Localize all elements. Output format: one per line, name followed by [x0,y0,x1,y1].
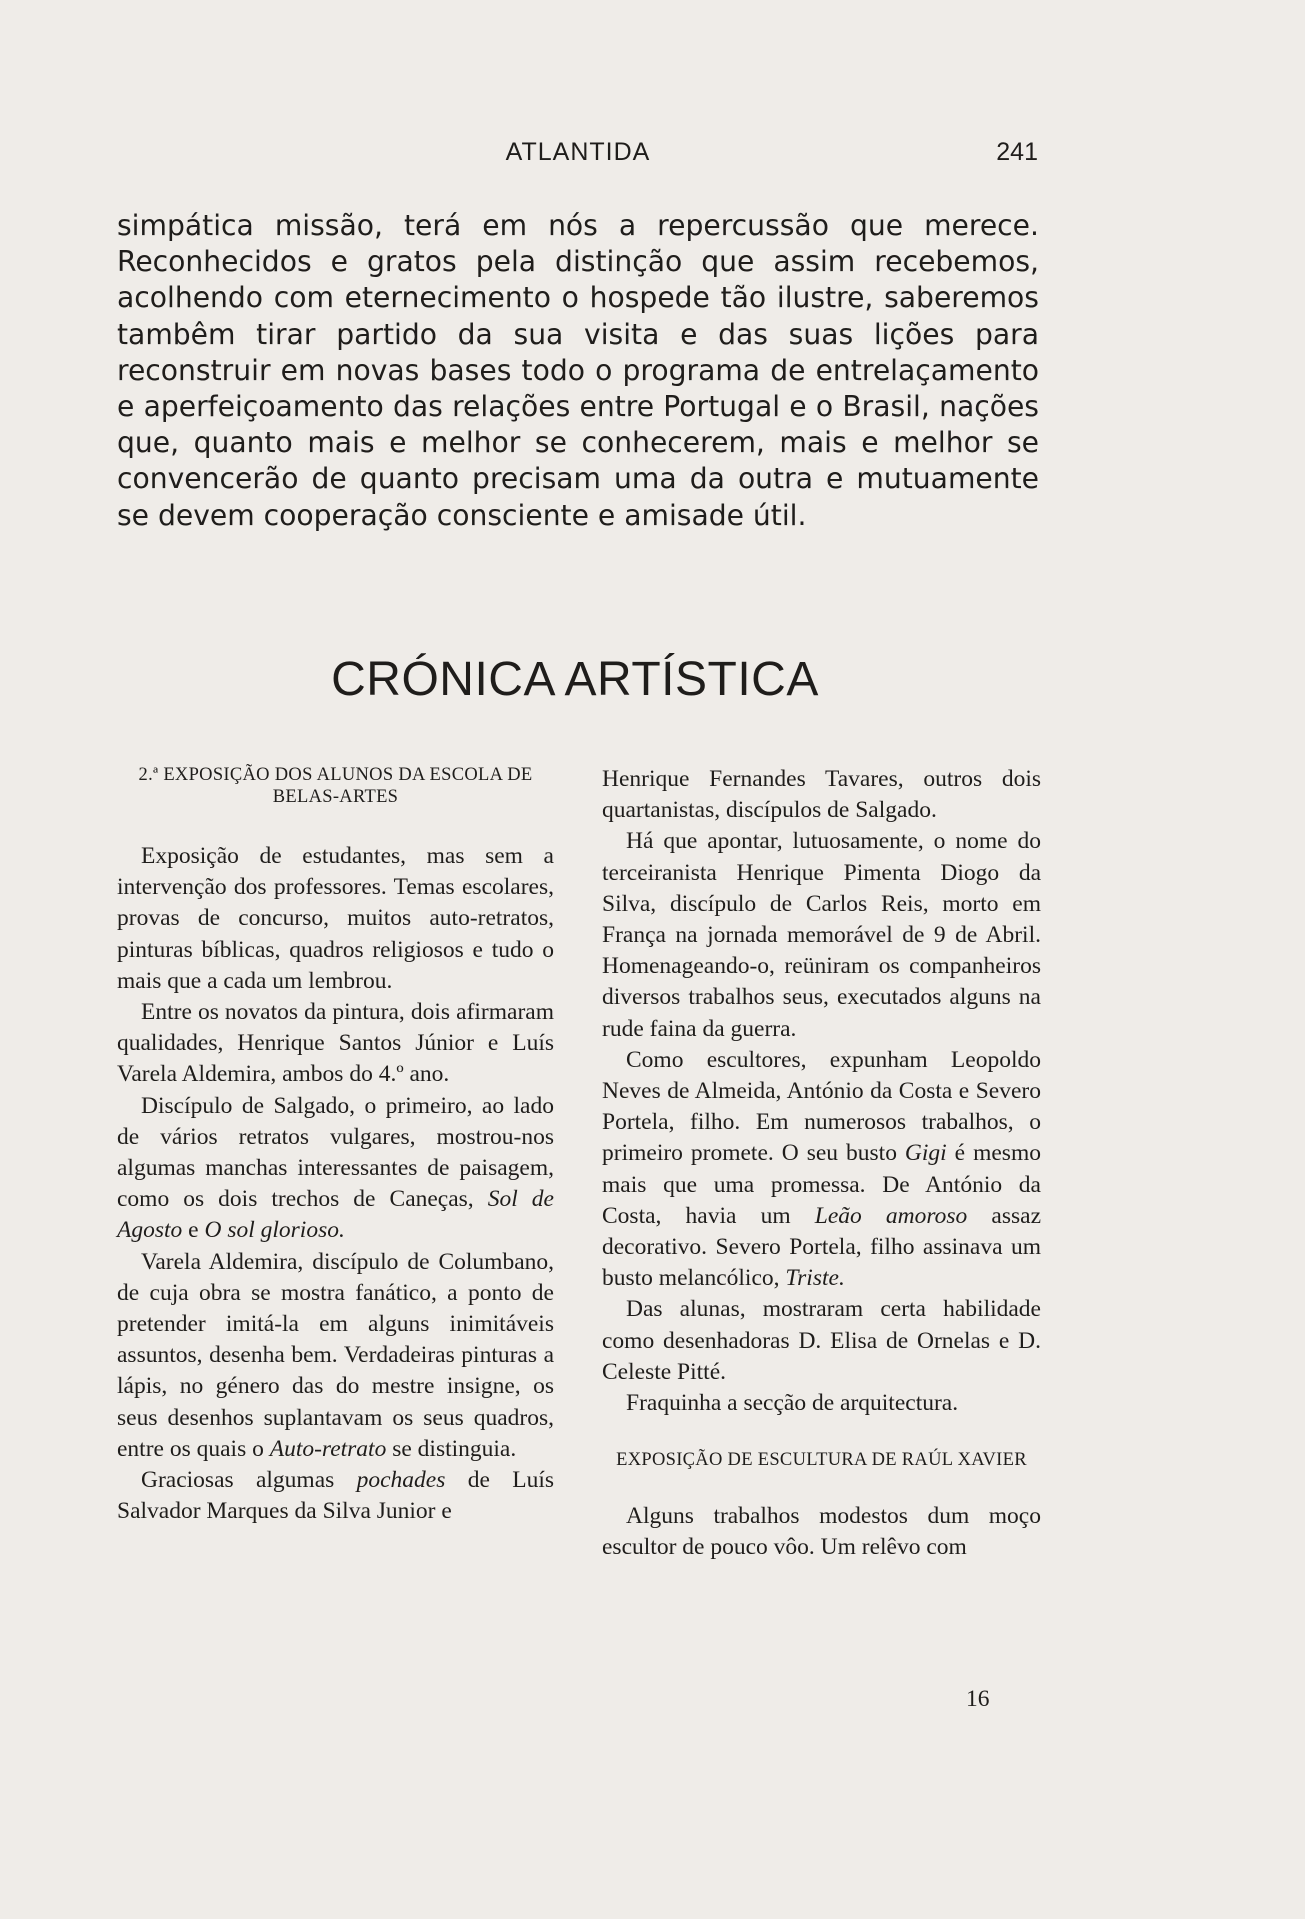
section-title: CRÓNICA ARTÍSTICA [331,653,819,706]
right-paragraph-5: Fraquinha a secção de arquitectura. [626,1390,959,1417]
intro-paragraph [117,208,1039,534]
left-paragraph-3 [117,1091,554,1247]
right-paragraph-6: Alguns trabalhos modestos dum moço escultor de pouco vôo. Um relêvo com [602,1503,1041,1561]
right-p3-title-3: Triste. [785,1265,845,1292]
signature-mark: 16 [966,1686,990,1712]
left-p4-title: Auto-retrato [269,1435,387,1462]
left-p3-title-1: Sol de Agosto [117,1186,554,1244]
left-paragraph-4 [117,1247,554,1465]
left-p5-text-b: de Luís Salvador Marques da Silva Junior e [117,1467,554,1525]
page-number: 241 [996,138,1038,166]
right-p3-text-c: assaz decorativo. Severo Portela, filho assinava um busto melancólico, [602,1202,1042,1292]
left-paragraph-1: Exposição de estudantes, mas sem a intervenção dos professores. Temas escolares, provas de concurso, muitos auto-retratos, pinturas bíblicas, quadros religiosos e tudo o mais que a cada um lembrou. [117,843,554,994]
left-p5-term: pochades [356,1467,446,1494]
right-paragraph-3 [602,1045,1041,1295]
left-p3-text-a: Discípulo de Salgado, o primeiro, ao lado de vários retratos vulgares, mostrou-nos algumas manchas interessantes de paisagem, como os dois trechos de Caneças, [117,1092,554,1213]
right-p3-title-2: Leão amoroso [814,1202,968,1229]
right-p3-text-a: Como escultores, expunham Leopoldo Neves de Almeida, António da Costa e Severo Portela, filho. Em numerosos trabalhos, o primeiro promete. O seu busto [602,1046,1041,1167]
running-title: ATLANTIDA [505,138,651,166]
running-head [118,138,1038,178]
right-paragraph-1: Henrique Fernandes Tavares, outros dois quartanistas, discípulos de Salgado. [602,766,1041,824]
right-paragraph-4: Das alunas, mostraram certa habilidade como desenhadoras D. Elisa de Ornelas e D. Celeste Pitté. [602,1296,1041,1385]
right-p3-title-1: Gigi [904,1140,947,1167]
left-paragraph-2: Entre os novatos da pintura, dois afirmaram qualidades, Henrique Santos Júnior e Luís Varela Aldemira, ambos do 4.º ano. [117,999,554,1088]
left-p5-text-a: Graciosas algumas [141,1467,357,1494]
left-p4-text-a: Varela Aldemira, discípulo de Columbano, de cuja obra se mostra fanático, a ponto de pretender imitá-la em alguns inimitáveis assuntos, desenha bem. Verdadeiras pinturas a lápis, no género das do mestre insigne, os seus desenhos suplantavam os seus quadros, entre os quais o [117,1248,554,1462]
left-heading: 2.ª EXPOSIÇÃO DOS ALUNOS DA ESCOLA DE BELAS-ARTES [138,765,533,807]
right-paragraph-2: Há que apontar, lutuosamente, o nome do terceiranista Henrique Pimenta Diogo da Silva, discípulo de Carlos Reis, morto em França na jornada memorável de 9 de Abril. Homenageando-o, reüniram os companheiros diversos trabalhos seus, executados alguns na rude faina da guerra. [602,828,1041,1042]
left-p4-text-b: se distinguia. [386,1435,517,1462]
intro-text: simpática missão, terá em nós a repercussão que merece. Reconhecidos e gratos pela distinção que assim recebemos, acolhendo com eternecimento o hospede tão ilustre, saberemos tambêm tirar partido da sua visita e das suas lições para reconstruir em novas bases todo o programa de entrelaçamento e aperfeiçoamento das relações entre Portugal e o Brasil, nações que, quanto mais e melhor se conhecerem, mais e melhor se convencerão de quanto precisam uma da outra e mutuamente se devem cooperação consciente e amisade útil. [117,209,1039,532]
right-column [602,764,1041,1564]
right-heading: EXPOSIÇÃO DE ESCULTURA DE RAÚL XAVIER [616,1450,1027,1471]
left-column [117,764,554,1527]
left-p3-title-2: O sol glorioso. [204,1217,345,1244]
left-paragraph-5 [117,1465,554,1527]
left-p3-text-b: e [182,1217,205,1244]
right-p3-text-b: é mesmo mais que uma promessa. De António da Costa, havia um [602,1140,1041,1229]
